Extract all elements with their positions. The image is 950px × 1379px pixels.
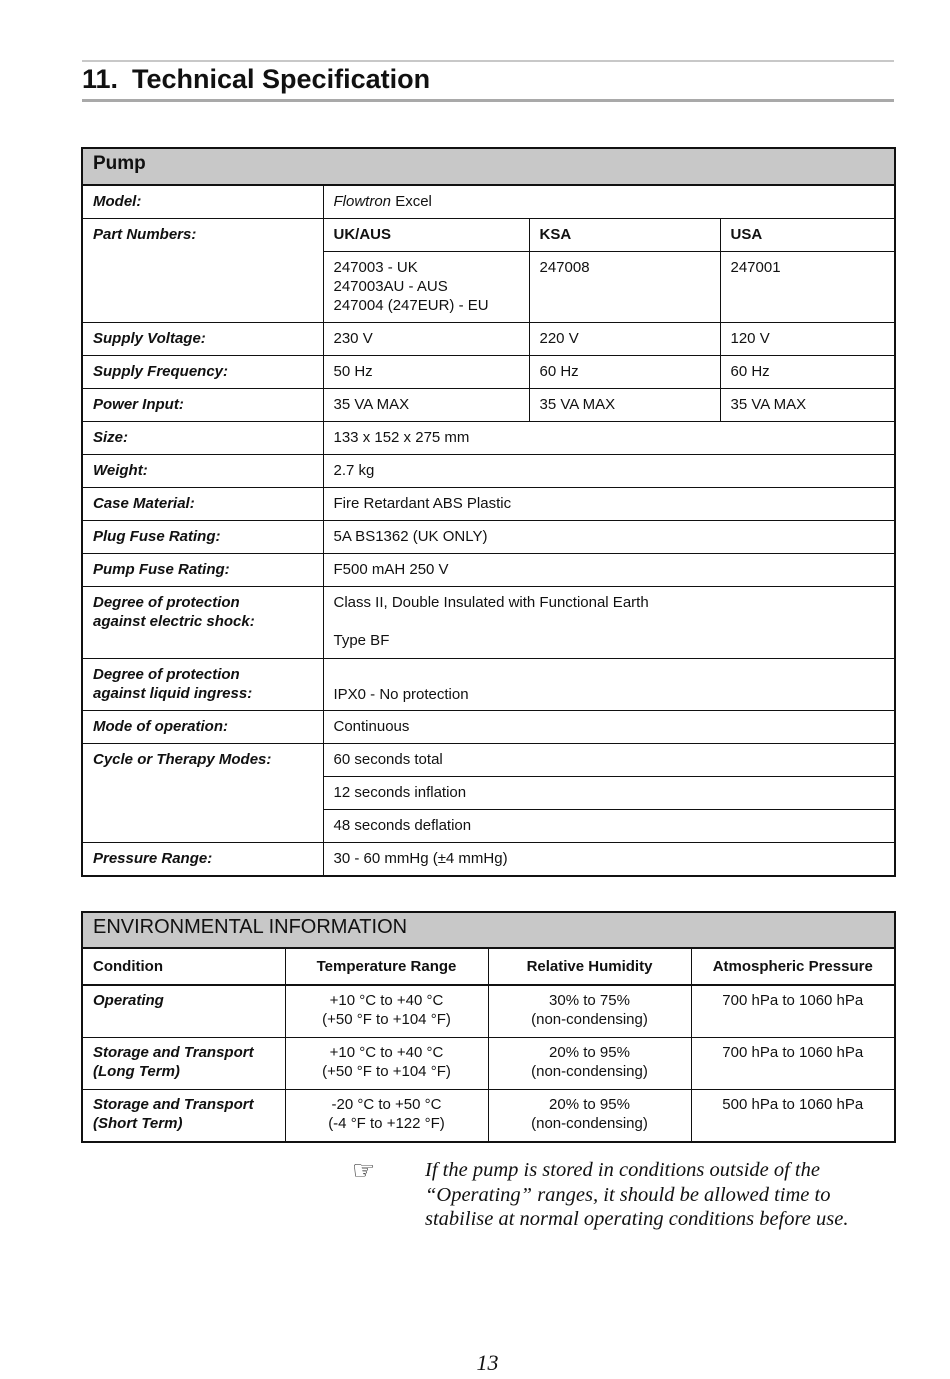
weight-value: 2.7 kg	[323, 455, 895, 488]
storage-note	[425, 1158, 875, 1232]
ingress-protection-label	[82, 659, 323, 711]
humidity-cell	[488, 1090, 691, 1143]
table-row	[82, 744, 895, 777]
pressure-cell: 700 hPa to 1060 hPa	[691, 985, 895, 1038]
supply-frequency-label: Supply Frequency:	[82, 356, 323, 389]
header-humidity: Relative Humidity	[488, 948, 691, 985]
plug-fuse-label: Plug Fuse Rating:	[82, 521, 323, 554]
humidity-note: (non-condensing)	[531, 1011, 648, 1028]
pressure-range-label: Pressure Range:	[82, 843, 323, 877]
humidity-note: (non-condensing)	[531, 1063, 648, 1080]
power-input-label: Power Input:	[82, 389, 323, 422]
pump-table-title: Pump	[82, 148, 895, 185]
cycle-inflation: 12 seconds inflation	[323, 777, 895, 810]
condition-cell	[82, 1090, 285, 1143]
table-row	[82, 985, 895, 1038]
table-row	[82, 554, 895, 587]
humidity-cell	[488, 985, 691, 1038]
weight-label: Weight:	[82, 455, 323, 488]
region-header-ksa: KSA	[529, 219, 720, 252]
part-number-aus: 247003AU - AUS	[333, 278, 448, 295]
table-row	[82, 587, 895, 659]
section-number: 11.	[82, 64, 119, 94]
condition-line-2: (Short Term)	[93, 1115, 183, 1132]
power-input-ksa: 35 VA MAX	[529, 389, 720, 422]
temperature-celsius: -20 °C to +50 °C	[331, 1096, 442, 1113]
environmental-table-title: ENVIRONMENTAL INFORMATION	[82, 912, 895, 948]
condition-cell	[82, 1038, 285, 1090]
region-header-uk-aus: UK/AUS	[323, 219, 529, 252]
temperature-fahrenheit: (+50 °F to +104 °F)	[322, 1011, 451, 1028]
pressure-cell: 700 hPa to 1060 hPa	[691, 1038, 895, 1090]
model-value	[323, 185, 895, 219]
ingress-label-line-1: Degree of protection	[93, 666, 240, 683]
section-title: Technical Specification	[132, 64, 431, 94]
table-row	[82, 1090, 895, 1143]
table-header-row	[82, 948, 895, 985]
plug-fuse-value: 5A BS1362 (UK ONLY)	[323, 521, 895, 554]
environmental-table	[81, 911, 896, 1143]
header-condition: Condition	[82, 948, 285, 985]
temperature-cell	[285, 1038, 488, 1090]
temperature-celsius: +10 °C to +40 °C	[329, 992, 444, 1009]
part-number-usa: 247001	[720, 252, 895, 323]
temperature-cell	[285, 985, 488, 1038]
table-row	[82, 389, 895, 422]
power-input-usa: 35 VA MAX	[720, 389, 895, 422]
model-label: Model:	[82, 185, 323, 219]
table-row	[82, 843, 895, 877]
supply-frequency-ksa: 60 Hz	[529, 356, 720, 389]
shock-protection-label	[82, 587, 323, 659]
shock-label-line-2: against electric shock:	[93, 613, 255, 630]
condition-line-1: Operating	[93, 992, 164, 1009]
condition-cell	[82, 985, 285, 1038]
mode-label: Mode of operation:	[82, 711, 323, 744]
humidity-range: 20% to 95%	[549, 1096, 630, 1113]
condition-line-1: Storage and Transport	[93, 1096, 254, 1113]
table-row	[82, 422, 895, 455]
size-value: 133 x 152 x 275 mm	[323, 422, 895, 455]
model-name: Excel	[391, 193, 432, 210]
cycle-deflation: 48 seconds deflation	[323, 810, 895, 843]
humidity-note: (non-condensing)	[531, 1115, 648, 1132]
header-temperature: Temperature Range	[285, 948, 488, 985]
table-row	[82, 1038, 895, 1090]
supply-voltage-usa: 120 V	[720, 323, 895, 356]
note-line-3: stabilise at normal operating conditions before use.	[425, 1208, 849, 1230]
table-row	[82, 455, 895, 488]
pump-spec-table	[81, 147, 896, 877]
header-rule-bottom	[82, 99, 894, 102]
shock-protection-value	[323, 587, 895, 659]
supply-voltage-uk-aus: 230 V	[323, 323, 529, 356]
size-label: Size:	[82, 422, 323, 455]
page-title	[82, 62, 894, 96]
part-numbers-uk-aus	[323, 252, 529, 323]
table-row	[82, 521, 895, 554]
part-number-eu: 247004 (247EUR) - EU	[333, 297, 489, 314]
humidity-cell	[488, 1038, 691, 1090]
supply-frequency-uk-aus: 50 Hz	[323, 356, 529, 389]
part-number-uk: 247003 - UK	[333, 259, 418, 276]
table-row	[82, 356, 895, 389]
pressure-range-value: 30 - 60 mmHg (±4 mmHg)	[323, 843, 895, 877]
power-input-uk-aus: 35 VA MAX	[323, 389, 529, 422]
supply-frequency-usa: 60 Hz	[720, 356, 895, 389]
part-numbers-label: Part Numbers:	[82, 219, 323, 323]
table-row	[82, 659, 895, 711]
pump-fuse-label: Pump Fuse Rating:	[82, 554, 323, 587]
humidity-range: 20% to 95%	[549, 1044, 630, 1061]
pressure-cell: 500 hPa to 1060 hPa	[691, 1090, 895, 1143]
temperature-fahrenheit: (+50 °F to +104 °F)	[322, 1063, 451, 1080]
note-line-1: If the pump is stored in conditions outside of the	[425, 1159, 820, 1181]
header-pressure: Atmospheric Pressure	[691, 948, 895, 985]
ingress-label-line-2: against liquid ingress:	[93, 685, 253, 702]
condition-line-2: (Long Term)	[93, 1063, 180, 1080]
pointing-hand-icon: ☞	[352, 1155, 376, 1185]
note-line-2: “Operating” ranges, it should be allowed time to	[425, 1183, 831, 1206]
part-number-ksa: 247008	[529, 252, 720, 323]
condition-line-1: Storage and Transport	[93, 1044, 254, 1061]
cycle-label: Cycle or Therapy Modes:	[82, 744, 323, 843]
ingress-protection-value: IPX0 - No protection	[323, 659, 895, 711]
supply-voltage-label: Supply Voltage:	[82, 323, 323, 356]
table-row	[82, 219, 895, 252]
cycle-total: 60 seconds total	[323, 744, 895, 777]
temperature-fahrenheit: (-4 °F to +122 °F)	[328, 1115, 445, 1132]
humidity-range: 30% to 75%	[549, 992, 630, 1009]
temperature-cell	[285, 1090, 488, 1143]
supply-voltage-ksa: 220 V	[529, 323, 720, 356]
case-material-value: Fire Retardant ABS Plastic	[323, 488, 895, 521]
shock-value-type: Type BF	[333, 632, 390, 649]
model-brand: Flowtron	[333, 193, 392, 210]
pump-fuse-value: F500 mAH 250 V	[323, 554, 895, 587]
page-number: 13	[476, 1350, 499, 1375]
mode-value: Continuous	[323, 711, 895, 744]
shock-value-class: Class II, Double Insulated with Functional Earth	[333, 594, 649, 611]
table-row	[82, 323, 895, 356]
table-row	[82, 711, 895, 744]
region-header-usa: USA	[720, 219, 895, 252]
table-row	[82, 488, 895, 521]
shock-label-line-1: Degree of protection	[93, 594, 240, 611]
temperature-celsius: +10 °C to +40 °C	[329, 1044, 444, 1061]
case-material-label: Case Material:	[82, 488, 323, 521]
table-row	[82, 185, 895, 219]
